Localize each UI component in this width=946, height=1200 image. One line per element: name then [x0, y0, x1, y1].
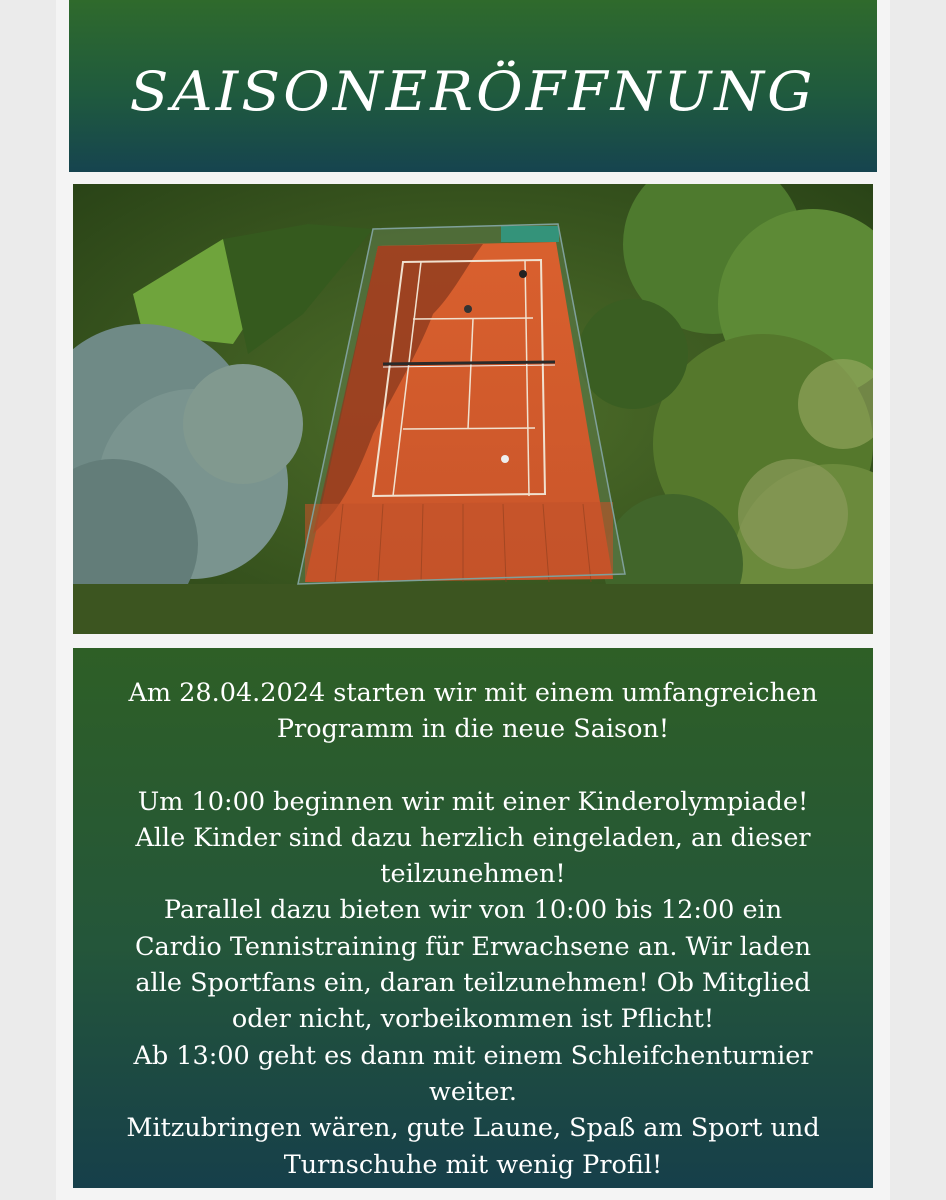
title-banner [69, 0, 877, 172]
info-line-4: Parallel dazu bieten wir von 10:00 bis 12:00 ein [163, 895, 783, 926]
info-line-3: teilzunehmen! [380, 859, 566, 890]
info-line-5: Cardio Tennistraining für Erwachsene an. Wir laden [134, 931, 811, 962]
info-line-11: Turnschuhe mit wenig Profil! [283, 1149, 663, 1180]
event-info-box [73, 648, 873, 1188]
spacer [73, 748, 873, 784]
tennis-court-image [73, 184, 873, 634]
info-line-9: weiter. [429, 1076, 517, 1107]
info-line-2: Alle Kinder sind dazu herzlich eingeladen, an dieser [135, 822, 811, 853]
info-line-8: Ab 13:00 geht es dann mit einem Schleifchenturnier [133, 1040, 813, 1071]
page-title: SAISONERÖFFNUNG [130, 59, 816, 123]
info-line-7: oder nicht, vorbeikommen ist Pflicht! [231, 1004, 715, 1035]
info-line-1: Um 10:00 beginnen wir mit einer Kinderolympiade! [137, 786, 809, 817]
intro-line-2: Programm in die neue Saison! [276, 714, 670, 745]
tennis-court-aerial-photo [73, 184, 873, 634]
intro-line-1: Am 28.04.2024 starten wir mit einem umfangreichen [128, 678, 818, 708]
info-line-10: Mitzubringen wären, gute Laune, Spaß am Sport und [126, 1113, 820, 1144]
info-line-6: alle Sportfans ein, daran teilzunehmen! Ob Mitglied [135, 968, 811, 999]
